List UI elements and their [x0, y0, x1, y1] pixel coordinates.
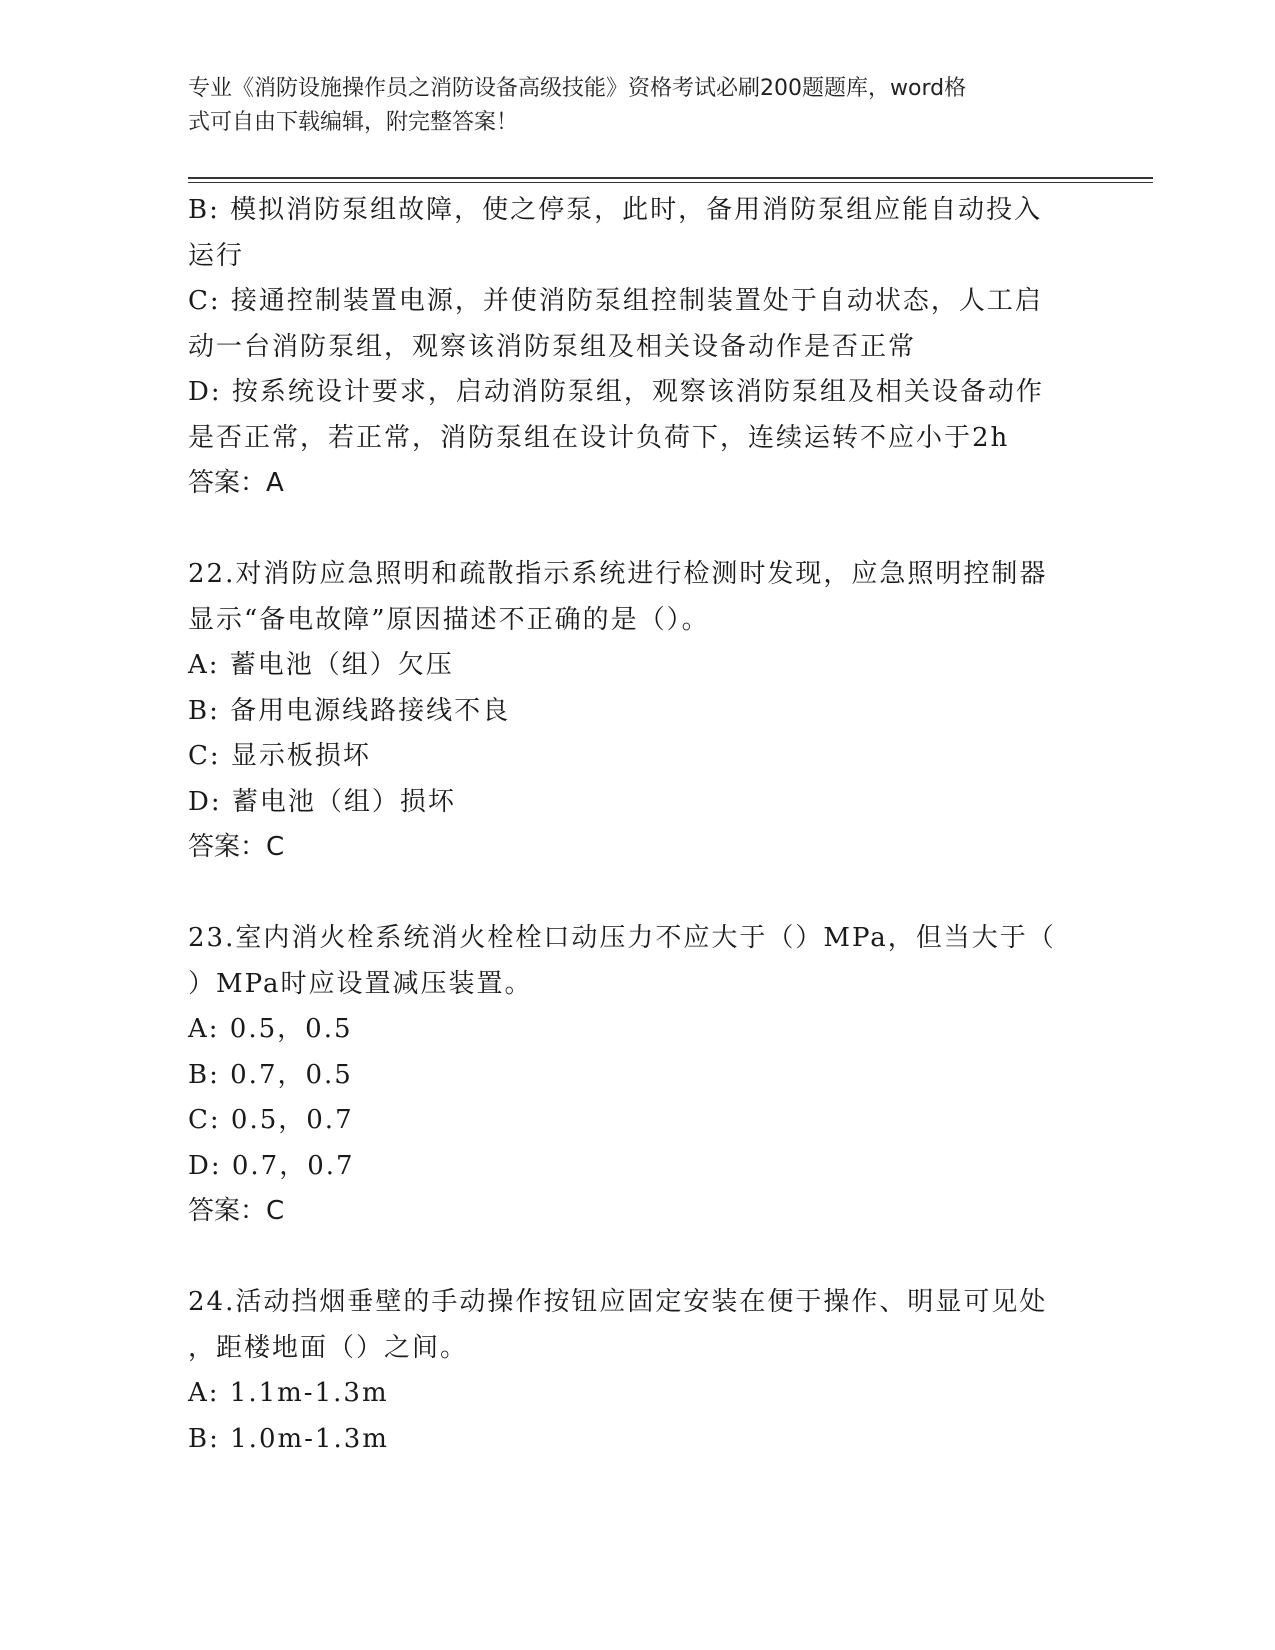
option-b: B: 1.0m-1.3m: [188, 1423, 389, 1454]
option-a: A: 蓄电池（组）欠压: [188, 650, 454, 680]
document-body: [188, 188, 1088, 1462]
option-b-line-1: B: 模拟消防泵组故障，使之停泵，此时，备用消防泵组应能自动投入: [188, 195, 1043, 225]
question-23: [188, 916, 1088, 1235]
question-stem-line-2: 显示“备电故障”原因描述不正确的是（）。: [188, 604, 710, 635]
option-c-line-1: C: 接通控制装置电源，并使消防泵组控制装置处于自动状态，人工启: [188, 286, 1043, 316]
option-b-line-2: 运行: [188, 240, 245, 271]
question-stem-line-2: ）MPa时应设置减压装置。: [188, 968, 533, 999]
spacer: [188, 871, 1088, 917]
option-c: C: 0.5，0.7: [188, 1105, 354, 1135]
question-21-continued: [188, 188, 1088, 507]
answer-line: 答案：C: [188, 1196, 285, 1226]
answer-line: 答案：C: [188, 832, 285, 862]
option-c-line-2: 动一台消防泵组，观察该消防泵组及相关设备动作是否正常: [188, 331, 917, 362]
header-title-line-2: 式可自由下载编辑，附完整答案！: [188, 110, 519, 135]
page-header: [188, 72, 1068, 140]
question-22: [188, 552, 1088, 871]
option-b: B: 0.7，0.5: [188, 1059, 353, 1090]
option-a: A: 0.5，0.5: [188, 1014, 353, 1044]
option-b: B: 备用电源线路接线不良: [188, 695, 511, 726]
option-d-line-2: 是否正常，若正常，消防泵组在设计负荷下，连续运转不应小于2h: [188, 422, 1010, 453]
question-stem-line-1: 24.活动挡烟垂壁的手动操作按钮应固定安装在便于操作、明显可见处: [188, 1287, 1048, 1317]
question-stem-line-1: 22.对消防应急照明和疏散指示系统进行检测时发现，应急照明控制器: [188, 559, 1048, 589]
spacer: [188, 1235, 1088, 1281]
header-divider-thick: [188, 177, 1153, 179]
question-24: [188, 1280, 1088, 1462]
option-d: D: 蓄电池（组）损坏: [188, 786, 456, 817]
spacer: [188, 507, 1088, 553]
question-stem-line-2: ，距楼地面（）之间。: [188, 1332, 469, 1363]
header-divider-thin: [188, 182, 1153, 183]
option-d-line-1: D: 按系统设计要求，启动消防泵组，观察该消防泵组及相关设备动作: [188, 377, 1044, 407]
option-a: A: 1.1m-1.3m: [188, 1378, 389, 1408]
option-d: D: 0.7，0.7: [188, 1150, 355, 1181]
option-c: C: 显示板损坏: [188, 741, 371, 771]
header-title-line-1: 专业《消防设施操作员之消防设备高级技能》资格考试必刷200题题库，word格: [188, 76, 967, 101]
answer-line: 答案：A: [188, 468, 284, 498]
question-stem-line-1: 23.室内消火栓系统消火栓栓口动压力不应大于（）MPa，但当大于（: [188, 923, 1056, 953]
